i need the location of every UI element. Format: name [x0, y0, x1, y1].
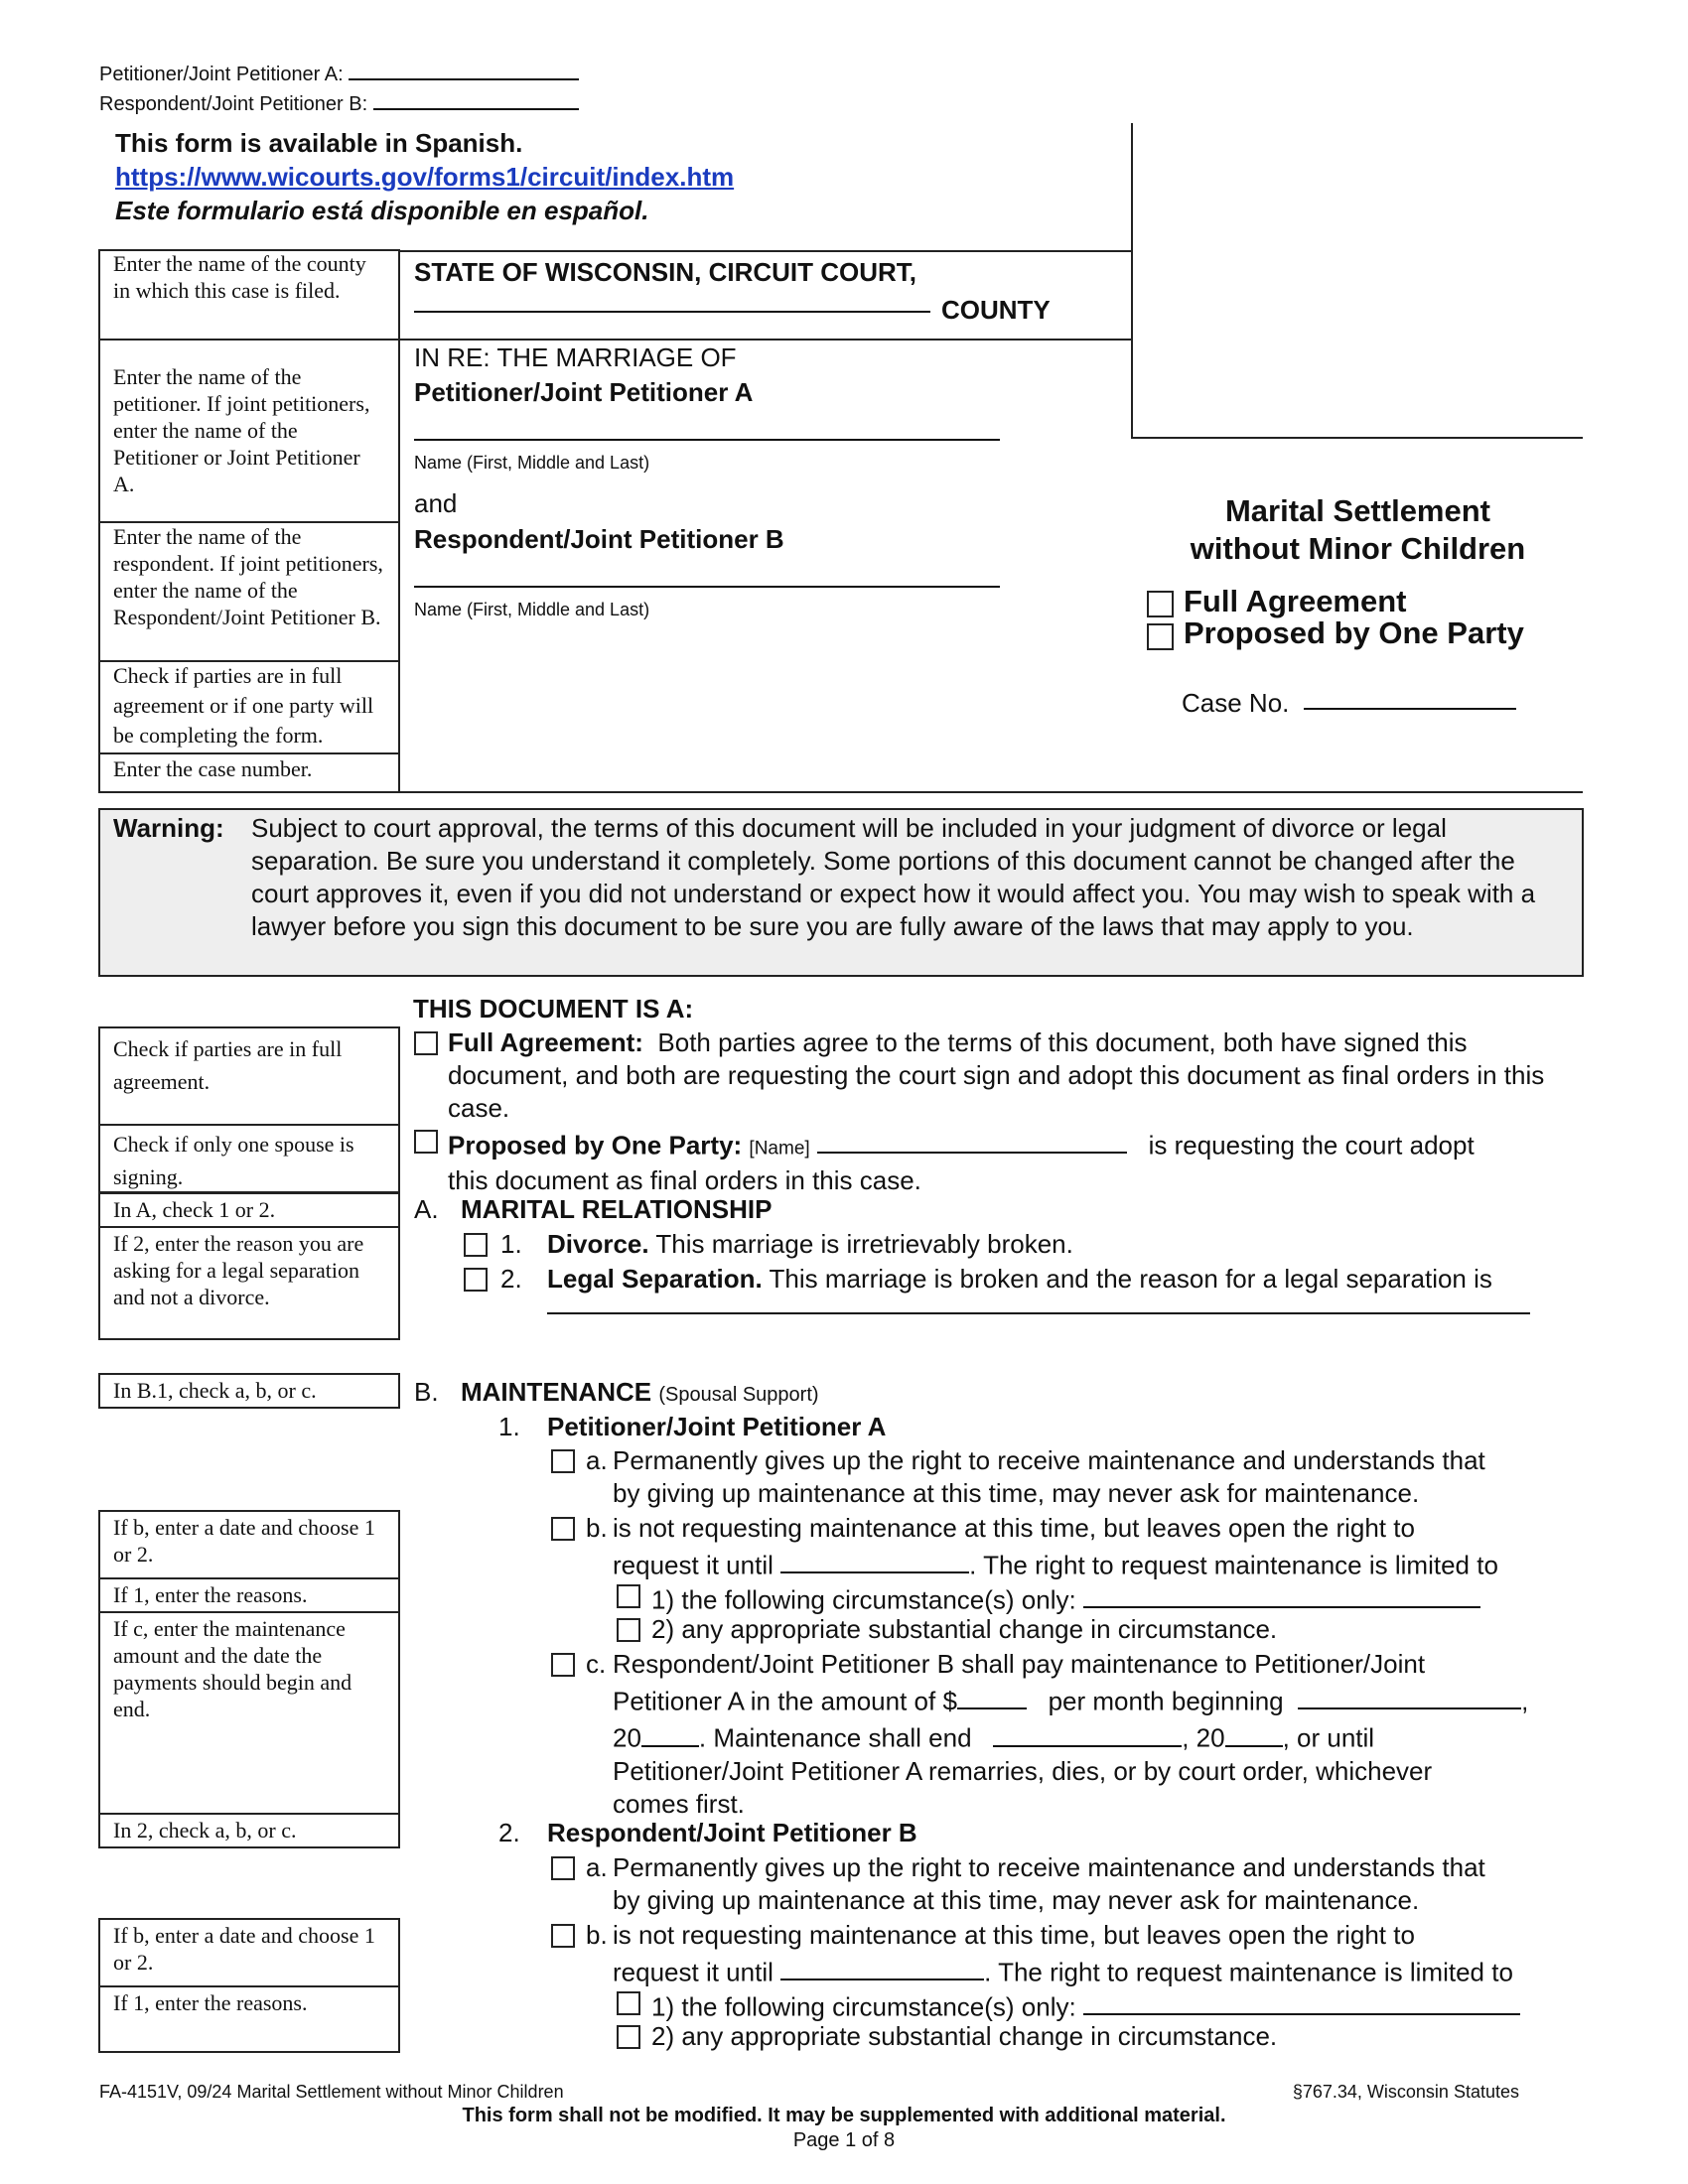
proposed-label: Proposed by One Party: — [448, 1130, 743, 1160]
b2b1-item — [651, 1986, 1520, 2023]
b2a-text — [613, 1851, 1586, 1917]
proposed-text-line2: this document as final orders in this case. — [448, 1165, 921, 1196]
b1c-until-text: , or until — [1282, 1722, 1375, 1753]
b1c-amount-field[interactable] — [957, 1681, 1027, 1709]
footer-page: Page 1 of 8 — [792, 2129, 896, 2151]
b1b-request-text: request it until — [613, 1550, 774, 1580]
footer-notice: This form shall not be modified. It may be supplemented with additional material. — [462, 2105, 1226, 2126]
b1c-per-month-text: per month beginning — [1048, 1686, 1284, 1716]
title-full-agreement-label: Full Agreement — [1184, 584, 1407, 618]
b1c-end-date-field[interactable] — [993, 1717, 1182, 1746]
petitioner-a-name-hint: Name (First, Middle and Last) — [414, 453, 650, 473]
b2-title: Respondent/Joint Petitioner B — [547, 1818, 917, 1847]
legal-separation-label: Legal Separation. — [547, 1264, 763, 1294]
b1b-date-field[interactable] — [780, 1545, 969, 1573]
b1-title: Petitioner/Joint Petitioner A — [547, 1412, 887, 1441]
b1c-amount-text: Petitioner A in the amount of $ — [613, 1686, 957, 1716]
proposed-after-text: is requesting the court adopt — [1148, 1130, 1475, 1160]
b1b-checkbox[interactable] — [551, 1517, 575, 1541]
legal-separation-checkbox[interactable] — [464, 1268, 488, 1292]
county-label: COUNTY — [941, 295, 1051, 325]
petitioner-a-heading: Petitioner/Joint Petitioner A — [414, 377, 754, 407]
full-agreement-item — [448, 1026, 1580, 1125]
section-b-subtitle: (Spousal Support) — [658, 1384, 819, 1406]
b1c-line1: Respondent/Joint Petitioner B shall pay maintenance to Petitioner/Joint — [613, 1649, 1426, 1679]
section-b-title: MAINTENANCE — [461, 1377, 652, 1407]
title-proposed-checkbox[interactable] — [1147, 623, 1174, 650]
b2a-line1: Permanently gives up the right to receive maintenance and understands that — [613, 1852, 1485, 1882]
proposed-item — [448, 1125, 1580, 1197]
note-if-1: If 1, enter the reasons. — [113, 1582, 308, 1607]
b2b-request-text: request it until — [613, 1957, 774, 1987]
full-agreement-checkbox[interactable] — [414, 1031, 438, 1055]
petitioner-a-name-field[interactable] — [414, 422, 1000, 441]
section-a-item2 — [547, 1263, 1492, 1296]
b1c-end-text: . Maintenance shall end — [698, 1722, 972, 1753]
note-divider-1 — [98, 339, 400, 341]
note-one-spouse: Check if only one spouse is signing. — [113, 1132, 354, 1189]
b1c-begin-year-field[interactable] — [641, 1717, 699, 1746]
divorce-checkbox[interactable] — [464, 1233, 488, 1257]
note-if-b2: If b, enter a date and choose 1 or 2. — [113, 1923, 375, 1975]
b1c-begin-year-prefix: 20 — [613, 1722, 641, 1753]
b1c-begin-date-field[interactable] — [1298, 1681, 1521, 1709]
b1a-line1: Permanently gives up the right to receive maintenance and understands that — [613, 1445, 1485, 1475]
b2b-limit-text: . The right to request maintenance is limited to — [984, 1957, 1513, 1987]
b1b-text — [613, 1512, 1586, 1581]
divorce-label: Divorce. — [547, 1229, 649, 1259]
proposed-name-field[interactable] — [817, 1125, 1127, 1154]
respondent-header-field[interactable] — [373, 87, 579, 110]
footer-statute: §767.34, Wisconsin Statutes — [1292, 2082, 1519, 2102]
respondent-b-name-field[interactable] — [414, 569, 1000, 588]
petitioner-header-field[interactable] — [349, 58, 579, 80]
court-title: STATE OF WISCONSIN, CIRCUIT COURT, — [414, 257, 917, 287]
county-field[interactable] — [414, 294, 930, 313]
b2b1-reasons-field[interactable] — [1083, 1986, 1520, 2015]
caption-bottom-line — [399, 791, 1583, 793]
b1-num: 1. — [498, 1412, 520, 1441]
b1b1-item — [651, 1579, 1480, 1616]
b1b2-checkbox[interactable] — [617, 1618, 640, 1642]
legal-separation-text: This marriage is broken and the reason for a legal separation is — [769, 1264, 1492, 1294]
section-a-item1-num: 1. — [500, 1229, 522, 1259]
note-case-number: Enter the case number. — [113, 756, 313, 781]
b2b-text — [613, 1919, 1596, 1988]
in-re-text: IN RE: THE MARRIAGE OF — [414, 342, 737, 372]
doc-type-heading: THIS DOCUMENT IS A: — [413, 994, 694, 1024]
form-title — [1132, 492, 1584, 568]
b1b-limit-text: . The right to request maintenance is limited to — [969, 1550, 1498, 1580]
spanish-available-text: This form is available in Spanish. — [115, 128, 523, 158]
b1b-line1: is not requesting maintenance at this time, but leaves open the right to — [613, 1513, 1415, 1543]
divorce-text: This marriage is irretrievably broken. — [655, 1229, 1073, 1259]
spanish-espanol-text: Este formulario está disponible en español. — [115, 196, 649, 225]
b1a-checkbox[interactable] — [551, 1449, 575, 1473]
note-county: Enter the name of the county in which this case is filed. — [113, 251, 366, 303]
full-agreement-text: Both parties agree to the terms of this document, both have signed this document, and both are requesting the court sign and adopt this document as final orders in this case. — [448, 1027, 1545, 1123]
b1c-line4: Petitioner/Joint Petitioner A remarries, dies, or by court order, whichever — [613, 1755, 1433, 1786]
b1c-end-year-field[interactable] — [1225, 1717, 1283, 1746]
forms-link[interactable]: https://www.wicourts.gov/forms1/circuit/index.htm — [115, 162, 735, 192]
b1a-line2: by giving up maintenance at this time, may never ask for maintenance. — [613, 1478, 1420, 1508]
caption-top-line — [399, 250, 1133, 252]
b2a-letter: a. — [586, 1852, 608, 1882]
b1c-text: Respondent/Joint Petitioner B shall pay maintenance to Petitioner/Joint Petitioner A in the amount of $ per month beginning , 20 . Maintenance shall end , 20 , or until Petitioner/Joint Petitioner A remarries, dies, or by court order, whichever comes first. — [613, 1648, 1596, 1821]
case-no-field[interactable] — [1304, 691, 1516, 710]
b1b2-text: 2) any appropriate substantial change in circumstance. — [651, 1614, 1278, 1644]
note-in-b1: In B.1, check a, b, or c. — [113, 1378, 317, 1403]
form-title-line2: without Minor Children — [1190, 531, 1526, 566]
and-text: and — [414, 488, 458, 518]
b1b1-text: 1) the following circumstance(s) only: — [651, 1584, 1076, 1615]
b2b-letter: b. — [586, 1920, 608, 1950]
caption-mid-line — [399, 339, 1133, 341]
footer-form-id: FA-4151V, 09/24 Marital Settlement without Minor Children — [99, 2082, 564, 2102]
note-if-2: If 2, enter the reason you are asking for a legal separation and not a divorce. — [113, 1231, 364, 1309]
respondent-b-heading: Respondent/Joint Petitioner B — [414, 524, 784, 554]
section-a-title: MARITAL RELATIONSHIP — [461, 1194, 773, 1224]
case-no-label: Case No. — [1182, 688, 1290, 718]
form-title-line1: Marital Settlement — [1224, 493, 1490, 528]
respondent-b-name-hint: Name (First, Middle and Last) — [414, 600, 650, 619]
note-if-1b: If 1, enter the reasons. — [113, 1990, 308, 2015]
b2-num: 2. — [498, 1818, 520, 1847]
b2b-line1: is not requesting maintenance at this time, but leaves open the right to — [613, 1920, 1415, 1950]
b1c-line5: comes first. — [613, 1788, 745, 1819]
section-a-item1 — [547, 1228, 1073, 1261]
section-b-heading — [461, 1376, 819, 1412]
separation-reason-field[interactable] — [547, 1296, 1530, 1314]
note-respondent: Enter the name of the respondent. If joint petitioners, enter the name of the Respondent/Joint Petitioner B. — [113, 524, 383, 629]
note-if-b: If b, enter a date and choose 1 or 2. — [113, 1515, 375, 1567]
caption-corner-line — [1131, 437, 1583, 439]
proposed-checkbox[interactable] — [414, 1130, 438, 1154]
respondent-header-label: Respondent/Joint Petitioner B: — [99, 93, 368, 115]
b1a-text — [613, 1444, 1586, 1510]
petitioner-header-label: Petitioner/Joint Petitioner A: — [99, 64, 344, 85]
b1c-letter: c. — [586, 1649, 607, 1679]
b2a-line2: by giving up maintenance at this time, may never ask for maintenance. — [613, 1885, 1420, 1915]
section-a-item2-num: 2. — [500, 1264, 522, 1294]
b2b1-checkbox[interactable] — [617, 1991, 640, 2015]
caption-right-border — [1131, 123, 1133, 439]
note-check-full: Check if parties are in full agreement or if one party will be completing the form. — [113, 663, 374, 748]
b1c-checkbox[interactable] — [551, 1653, 575, 1677]
section-b-letter: B. — [414, 1377, 439, 1407]
note-in-a: In A, check 1 or 2. — [113, 1197, 276, 1222]
proposed-name-hint: [Name] — [749, 1138, 810, 1160]
warning-text: Subject to court approval, the terms of this document will be included in your judgment of divorce or legal separation. Be sure you understand it completely. Some portions of this document cannot be changed after the court approves it, even if you did not understand or expect how it would affect you. You may wish to speak with a lawyer before you sign this document to be sure you are fully aware of the laws that may apply to you. — [251, 813, 1536, 941]
spanish-notice — [115, 126, 734, 227]
b2a-checkbox[interactable] — [551, 1856, 575, 1880]
b1c-end-year-prefix: , 20 — [1182, 1722, 1225, 1753]
b2b-date-field[interactable] — [780, 1952, 984, 1980]
full-agreement-label: Full Agreement: — [448, 1027, 643, 1057]
b1a-letter: a. — [586, 1445, 608, 1475]
b2b2-text: 2) any appropriate substantial change in circumstance. — [651, 2021, 1278, 2051]
section-a-letter: A. — [414, 1194, 439, 1224]
b1b1-checkbox[interactable] — [617, 1584, 640, 1608]
b2b1-text: 1) the following circumstance(s) only: — [651, 1991, 1076, 2022]
note-if-c: If c, enter the maintenance amount and the date the payments should begin and end. — [113, 1616, 352, 1721]
b1b1-reasons-field[interactable] — [1083, 1579, 1480, 1608]
title-proposed-label: Proposed by One Party — [1184, 615, 1524, 650]
note-full-agreement: Check if parties are in full agreement. — [113, 1036, 343, 1094]
party-header — [99, 58, 579, 117]
b1b-letter: b. — [586, 1513, 608, 1543]
b2b2-checkbox[interactable] — [617, 2025, 640, 2049]
note-in-2: In 2, check a, b, or c. — [113, 1818, 297, 1843]
warning-label: Warning: — [113, 813, 224, 843]
title-full-agreement-checkbox[interactable] — [1147, 591, 1174, 617]
note-petitioner: Enter the name of the petitioner. If joint petitioners, enter the name of the Petitioner or Joint Petitioner A. — [113, 364, 370, 496]
b2b-checkbox[interactable] — [551, 1924, 575, 1948]
